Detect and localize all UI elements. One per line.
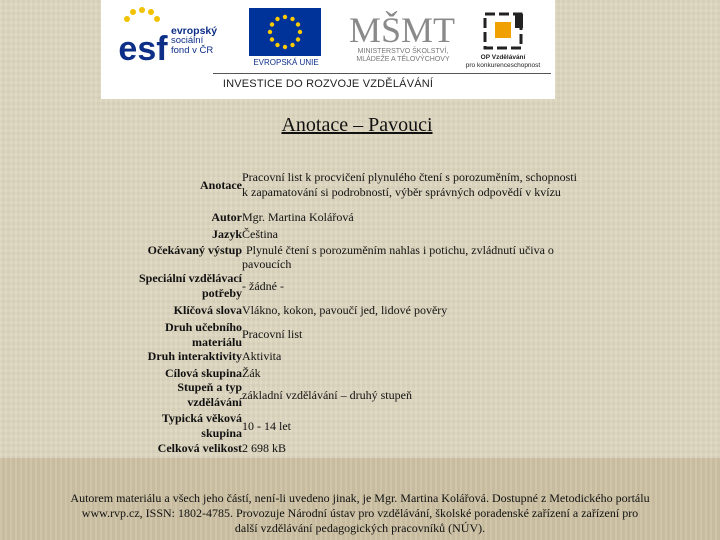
label: Klíčová slova xyxy=(173,303,242,317)
value: Aktivita xyxy=(242,349,282,363)
label: Druh interaktivity xyxy=(147,349,242,363)
logo-bar xyxy=(101,0,555,99)
label: Stupeň a typ xyxy=(177,380,242,394)
footer-line: Autorem materiálu a všech jeho částí, není-li uvedeno jinak, je Mgr. Martina Kolářová. Dostupné z Metodického portálu xyxy=(70,491,650,505)
value: Plynulé čtení s porozuměním nahlas i potichu, zvládnutí učiva o xyxy=(246,243,554,257)
op-logo xyxy=(481,12,525,57)
eu-label: EVROPSKÁ UNIE xyxy=(253,58,319,67)
value: 10 - 14 let xyxy=(242,419,291,433)
op-text xyxy=(453,54,553,69)
value: Pracovní list k procvičení plynulého čtení s porozuměním, schopnosti xyxy=(242,170,577,184)
footer-line: další vzdělávání pedagogických pracovníků (NÚV). xyxy=(234,521,486,535)
esf-logo xyxy=(113,6,173,73)
page-title: Anotace – Pavouci xyxy=(281,114,433,136)
msmt-text-line: MLÁDEŽE A TĚLOVÝCHOVY xyxy=(356,56,450,63)
label: Celková velikost xyxy=(157,441,242,455)
value: základní vzdělávání – druhý stupeň xyxy=(242,388,412,402)
label: skupina xyxy=(201,426,242,440)
logo-divider xyxy=(213,73,551,74)
esf-text-line: evropský xyxy=(171,25,218,37)
label: Autor xyxy=(211,210,242,224)
value: - žádné - xyxy=(242,279,284,293)
value: 2 698 kB xyxy=(242,441,287,455)
label: Speciální vzdělávací xyxy=(139,271,242,285)
msmt-logo xyxy=(348,6,456,53)
label: Jazyk xyxy=(212,227,242,241)
eu-flag-icon xyxy=(249,8,321,56)
label: Typická věková xyxy=(161,411,242,425)
tagline: INVESTICE DO ROZVOJE VZDĚLÁVÁNÍ xyxy=(222,78,434,90)
msmt-mark-text: MŠMT xyxy=(348,10,456,50)
value: Pracovní list xyxy=(242,327,303,341)
label: Druh učebního xyxy=(164,320,242,334)
esf-text-line: fond v ČR xyxy=(171,45,214,56)
label: potřeby xyxy=(202,286,242,300)
footer-line: www.rvp.cz, ISSN: 1802-4785. Provozuje Národní ústav pro vzdělávání, školské poradenské zařízení a zařízení pro xyxy=(81,506,639,520)
value: k zapamatování si podrobností, výběr správných odpovědí v kvízu xyxy=(242,185,561,199)
label: materiálu xyxy=(192,335,242,349)
op-text-line: pro konkurenceschopnost xyxy=(465,61,541,69)
msmt-text xyxy=(345,48,461,64)
esf-text-line: sociální xyxy=(171,35,204,46)
footer-credits xyxy=(40,491,680,536)
value: Žák xyxy=(242,366,261,380)
label: Anotace xyxy=(200,178,242,192)
value: Mgr. Martina Kolářová xyxy=(242,210,354,224)
label: Cílová skupina xyxy=(164,366,242,380)
label: Očekávaný výstup xyxy=(147,243,242,257)
esf-text xyxy=(171,26,217,56)
value: Čeština xyxy=(242,227,278,241)
value: Vlákno, kokon, pavoučí jed, lidové pověry xyxy=(242,303,448,317)
msmt-text-line: MINISTERSTVO ŠKOLSTVÍ, xyxy=(357,48,449,55)
op-text-line: OP Vzdělávání xyxy=(480,54,526,61)
esf-mark-text: esf xyxy=(118,30,168,68)
value: pavoucích xyxy=(242,257,292,271)
label: vzdělávání xyxy=(187,395,242,409)
